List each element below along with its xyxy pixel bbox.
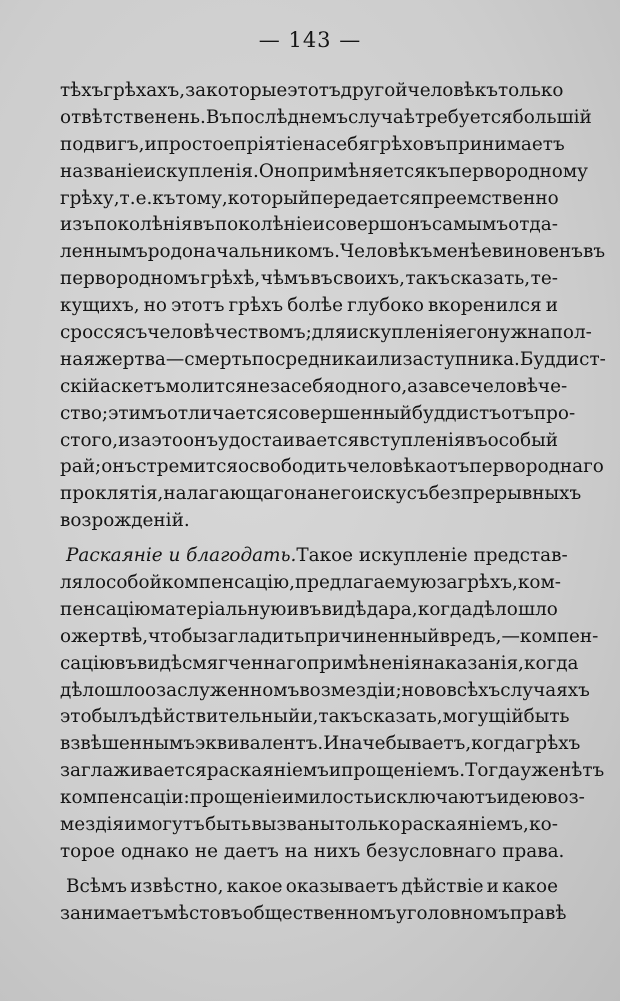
word: проклятія, (60, 483, 164, 505)
word: уже (520, 760, 559, 782)
word: грѣхъ (525, 733, 581, 755)
word: это (60, 706, 92, 728)
word: этимъ (108, 402, 167, 424)
text-line-with-heading (60, 543, 568, 570)
word: грѣховъ (369, 133, 446, 155)
word: дѣло (472, 598, 518, 620)
word: послѣднемъ (231, 106, 348, 128)
word: сказать, (362, 706, 443, 728)
word: первородномъ (60, 268, 200, 290)
word: за (270, 375, 292, 397)
word: съ (125, 322, 148, 344)
word: налагающаго (163, 483, 295, 505)
word: вредъ,—компен- (439, 625, 599, 647)
word: ко- (529, 814, 558, 836)
word: былъ (91, 706, 141, 728)
word: е. (135, 187, 153, 209)
word: о (60, 625, 72, 647)
word: въ (220, 902, 243, 924)
text-line (60, 186, 558, 213)
word: грѣхѣ, (200, 268, 261, 290)
word: бываетъ, (385, 733, 472, 755)
word: поколѣніе (214, 214, 313, 236)
text-line: торое однако не даетъ на нихъ безусловнаго права. (60, 840, 565, 862)
word: одного, (334, 375, 408, 397)
text-line (60, 239, 606, 266)
word: принимаетъ (445, 133, 565, 155)
word: какое (226, 875, 283, 897)
word: преемственно (421, 187, 559, 209)
word: во (425, 679, 447, 701)
word: освободить (238, 456, 347, 478)
word: прощеніемъ. (341, 760, 466, 782)
page-number: — 143 — (258, 28, 362, 52)
text-line (60, 454, 604, 481)
word: грѣху, (60, 187, 120, 209)
text-line (60, 731, 581, 758)
word: шло (105, 679, 146, 701)
word: т. (119, 187, 136, 209)
word: воз- (547, 787, 585, 809)
text-line (60, 428, 558, 455)
word: дара, (366, 598, 418, 620)
word: грѣхахъ, (103, 80, 186, 101)
word: леннымъ (60, 241, 148, 263)
word: поколѣнія (94, 214, 193, 236)
word: къ (425, 160, 450, 182)
word: собой (106, 572, 162, 594)
section-heading: Раскаяніе и благодать. (66, 545, 297, 567)
word: видѣ (137, 652, 183, 674)
word: Въ (205, 106, 232, 128)
word: отъ (436, 456, 470, 478)
word: исключаютъ (373, 787, 497, 809)
paragraph-gap (60, 535, 558, 543)
word: извѣстно, (130, 875, 224, 897)
word: пол- (550, 322, 592, 344)
text-line (60, 570, 561, 597)
word: и (486, 875, 499, 897)
word: занимаетъ (60, 902, 164, 924)
word: чтобы (148, 625, 208, 647)
word: передается (310, 187, 422, 209)
word: Оно (258, 160, 298, 182)
word: предлагаемую (294, 572, 437, 594)
text-line (60, 758, 605, 785)
word: за (130, 429, 152, 451)
word: первороднаго (469, 456, 604, 478)
text-line (60, 293, 558, 320)
word: этотъ (171, 295, 225, 317)
word: возмездіи; (299, 679, 402, 701)
text-line-segment: Такое искупленіе представ- (296, 545, 568, 567)
word: въ (583, 241, 606, 263)
word: причиненный (304, 625, 440, 647)
word: въ (299, 598, 322, 620)
word: молится (165, 375, 247, 397)
word: и (286, 598, 299, 620)
text-line (60, 159, 588, 186)
word: совершонъ (325, 214, 432, 236)
word: быть (523, 706, 570, 728)
word: который (227, 187, 311, 209)
word: раскаяніемъ (206, 760, 329, 782)
word: человѣче- (470, 375, 568, 397)
word: болѣе (287, 295, 343, 317)
word: или (366, 348, 403, 370)
text-line (60, 678, 590, 705)
word: Иначе (323, 733, 386, 755)
word: искупленія (346, 322, 456, 344)
word: его (455, 322, 488, 344)
word: и (118, 429, 131, 451)
text-line (60, 704, 570, 731)
word: ляло (60, 572, 107, 594)
word: менѣе (432, 241, 492, 263)
word: милость (294, 787, 374, 809)
word: когда (524, 652, 579, 674)
word: жертва—смерть (94, 348, 252, 370)
word: раскаяніемъ, (400, 814, 529, 836)
word: искусъ (361, 483, 429, 505)
word: могущій (442, 706, 524, 728)
word: не (246, 375, 271, 397)
word: наказанія, (421, 652, 524, 674)
word: случаяхъ (500, 679, 590, 701)
word: сказать, (450, 268, 531, 290)
word: и (312, 214, 326, 236)
word: такъ (318, 706, 363, 728)
text-line (60, 132, 565, 159)
word: а (407, 375, 419, 397)
text-line (60, 597, 558, 624)
word: удостаивается (218, 429, 360, 451)
word: въ (465, 429, 488, 451)
word: кущихъ, (60, 295, 140, 317)
word: въ (310, 268, 333, 290)
word: оказываетъ (285, 875, 399, 897)
word: отличается (166, 402, 279, 424)
word: ство; (60, 402, 109, 424)
word: и, (300, 706, 319, 728)
word: и (545, 295, 558, 317)
word: смягченнаго (182, 652, 308, 674)
word: онъ (182, 429, 219, 451)
word: когда (471, 733, 526, 755)
text-line (60, 651, 579, 678)
word: те- (530, 268, 558, 290)
word: мѣсто (163, 902, 221, 924)
word: первородному (449, 160, 588, 182)
word: самымъ (431, 214, 509, 236)
word: онъ (101, 456, 137, 478)
text-line (60, 320, 592, 347)
word: компенсацію, (161, 572, 295, 594)
word: аскетъ (99, 375, 166, 397)
word: искупленія. (143, 160, 259, 182)
text-line (60, 481, 582, 508)
text-line (60, 785, 585, 812)
word: человѣчествомъ; (147, 322, 312, 344)
word: но (143, 295, 167, 317)
paragraph-atonement (60, 78, 606, 535)
word: пріятіе (234, 133, 303, 155)
word: требуется (414, 106, 513, 128)
word: дѣло (60, 679, 106, 701)
word: которые (206, 80, 288, 101)
word: другой (340, 80, 408, 101)
word: заступника. (402, 348, 520, 370)
word: изъ (60, 214, 94, 236)
word: сросся (60, 322, 126, 344)
word: эквивалентъ. (194, 733, 324, 755)
paragraph-repentance (60, 543, 605, 866)
page-text (60, 78, 606, 928)
word: только (334, 814, 401, 836)
word: своихъ, (333, 268, 405, 290)
word: случаѣ (347, 106, 415, 128)
word: совершенный (278, 402, 412, 424)
word: про- (533, 402, 576, 424)
text-line (60, 347, 606, 374)
word: вызваны (251, 814, 335, 836)
text-line (60, 212, 558, 239)
word: Буддист- (519, 348, 606, 370)
word: подвигъ, (60, 133, 145, 155)
word: ком- (517, 572, 561, 594)
paragraph-criminal-law (60, 874, 567, 928)
text-line (60, 401, 576, 428)
word: на (294, 483, 318, 505)
word: идею (496, 787, 548, 809)
word: въ (192, 214, 215, 236)
word: заглаживается (60, 760, 207, 782)
word: всѣхъ (446, 679, 501, 701)
word: грѣхъ, (457, 572, 518, 594)
word: правѣ (509, 902, 567, 924)
text-line (60, 874, 558, 901)
text-line (60, 105, 592, 132)
word: рай; (60, 456, 102, 478)
word: такъ (405, 268, 450, 290)
word: компенсаціи: (60, 787, 190, 809)
word: прощеніе (189, 787, 282, 809)
word: человѣка (346, 456, 437, 478)
text-line: возрожденій. (60, 510, 190, 532)
paragraph-gap (60, 866, 558, 874)
word: и (144, 133, 157, 155)
text-line (60, 78, 564, 105)
word: стого, (60, 429, 119, 451)
word: него (317, 483, 362, 505)
word: вступленія (359, 429, 466, 451)
word: и (328, 760, 342, 782)
word: дѣйствительный (140, 706, 301, 728)
word: примѣненія (307, 652, 422, 674)
word: и (124, 814, 137, 836)
word: Всѣмъ (66, 875, 127, 897)
word: загладить (207, 625, 305, 647)
word: этотъ (287, 80, 341, 101)
word: родоначальникомъ. (147, 241, 340, 263)
word: глубоко (347, 295, 424, 317)
word: себя (325, 133, 370, 155)
word: простое (156, 133, 235, 155)
word: посредника (251, 348, 367, 370)
word: отъ (500, 402, 534, 424)
word: названіе (60, 160, 144, 182)
word: заслуженномъ (156, 679, 300, 701)
word: за (436, 572, 458, 594)
word: за (185, 80, 207, 101)
word: уголовномъ (396, 902, 510, 924)
word: въ (114, 652, 138, 674)
text-line (60, 901, 567, 928)
word: къ (152, 187, 176, 209)
word: тому, (175, 187, 228, 209)
word: грѣхъ (228, 295, 284, 317)
text-line (60, 812, 558, 839)
word: видѣ (321, 598, 367, 620)
word: стремится (136, 456, 239, 478)
word: Тогда (465, 760, 521, 782)
word: взвѣшеннымъ (60, 733, 195, 755)
word: себя (291, 375, 335, 397)
word: буддистъ (411, 402, 501, 424)
word: чѣмъ (260, 268, 310, 290)
word: но (401, 679, 425, 701)
word: за (418, 375, 440, 397)
word: большій (512, 106, 592, 128)
word: безпрерывныхъ (428, 483, 582, 505)
word: могутъ (137, 814, 205, 836)
word: отда- (508, 214, 558, 236)
word: нѣтъ (559, 760, 605, 782)
word: человѣкъ (407, 80, 498, 101)
word: тѣхъ (60, 80, 104, 101)
word: какое (502, 875, 558, 897)
word: пенсацію (60, 598, 151, 620)
word: только (497, 80, 564, 101)
word: все (439, 375, 471, 397)
word: о (145, 679, 157, 701)
word: когда (417, 598, 473, 620)
word: общественномъ (242, 902, 396, 924)
word: быть (205, 814, 251, 836)
word: это (151, 429, 183, 451)
word: виновенъ (491, 241, 584, 263)
word: матеріальную (150, 598, 287, 620)
word: жертвѣ, (71, 625, 149, 647)
word: дѣйствіе (401, 875, 484, 897)
word: сацію (60, 652, 115, 674)
word: нужна (487, 322, 551, 344)
text-line (60, 266, 558, 293)
word: особый (487, 429, 558, 451)
word: скій (60, 375, 100, 397)
word: вкоренился (427, 295, 542, 317)
text-line (60, 374, 568, 401)
word: ная (60, 348, 95, 370)
word: на (302, 133, 326, 155)
word: примѣняется (297, 160, 426, 182)
word: мездія (60, 814, 125, 836)
word: шло (518, 598, 558, 620)
text-line (60, 624, 599, 651)
word: для (311, 322, 347, 344)
word: Человѣкъ (339, 241, 433, 263)
word: отвѣтственень. (60, 106, 206, 128)
word: и (281, 787, 295, 809)
